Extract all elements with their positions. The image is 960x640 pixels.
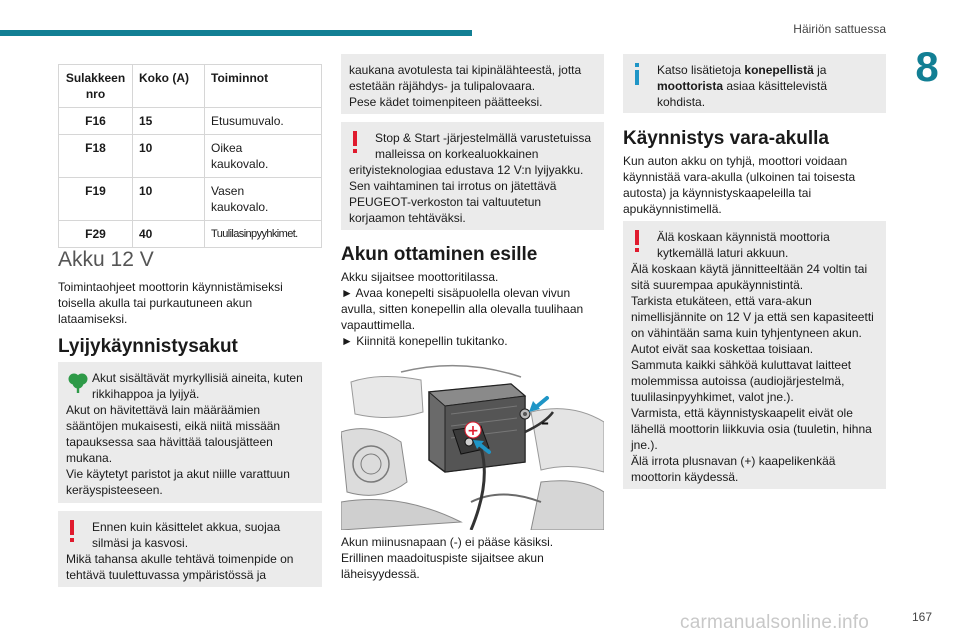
table-row [59,135,322,178]
engine-bay-illustration [341,352,604,530]
fuse-function: Tuulilasinpyyhkimet. [205,221,322,248]
warning-box [58,511,322,587]
chapter-number: 8 [915,43,939,90]
eco-note-box [58,362,322,503]
eco-note-rest: Akut on hävitettävä lain määräämien sääntöjen mukaisesti, eikä niitä missään tapauksessa saa hävittää talousjätteen mukana. Vie käytetyt paristot ja akut niille varattuun keräyspisteeseen. [66,403,290,497]
eco-note-first: Akut sisältävät myrkyllisiä aineita, kuten rikkihappoa ja lyijyä. [92,371,303,401]
battery-intro: Toimintaohjeet moottorin käynnistämiseksi toisella akulla tai purkautuneen akun lataamiseksi. [58,280,283,326]
fuse-number: F16 [59,108,133,135]
stop-start-warning-box [341,122,604,230]
table-row [59,178,322,221]
warning-exclamation-icon [68,520,76,542]
table-row [59,108,322,135]
header-accent-bar [0,30,472,36]
warning-rest: Mikä tahansa akulle tehtävä toimenpide on tehtävä tuulettuvassa ympäristössä ja [66,552,294,582]
fuse-function: Vasen kaukovalo. [205,178,322,221]
table-row [59,221,322,248]
fuse-number: F29 [59,221,133,248]
fuse-table [58,64,322,248]
negative-terminal-note: Akun miinusnapaan (-) ei pääse käsiksi. Erillinen maadoituspiste sijaitsee akun läheisyydessä. [341,535,554,581]
info-text-mid: ja [813,63,827,77]
fuse-number: F19 [59,178,133,221]
watermark: carmanualsonline.info [680,612,870,633]
fuse-size: 40 [133,221,205,248]
fuse-size: 10 [133,178,205,221]
warning-continued-box [341,54,604,114]
info-text [631,62,878,110]
info-text-post: asiaa käsittelevistä kohdista. [657,79,828,109]
info-text-pre: Katso lisätietoja [657,63,745,77]
jump-warning-first: Älä koskaan käynnistä moottoria kytkemällä laturi akkuun. [657,230,830,260]
warning-first: Ennen kuin käsittelet akkua, suojaa silmäsi ja kasvosi. [92,520,281,550]
info-link-engine: moottorista [657,79,723,93]
leaf-icon [67,371,89,393]
fuse-col-size: Koko (A) [133,65,205,108]
fuse-table-header [59,65,322,108]
section-title-battery: Akku 12 V [58,248,154,271]
stop-start-rest: erityisteknologiaa edustava 12 V:n lyijyakku. Sen vaihtaminen tai irrotus on jätettävä PEUGEOT-verkoston tai valtuutetun korjaamon tehtäväksi. [349,163,584,225]
fuse-col-function: Toiminnot [205,65,322,108]
plus-terminal-label: + [467,423,479,439]
fuse-number: F18 [59,135,133,178]
warning-continued-text: kaukana avotulesta tai kipinälähteestä, jotta estetään räjähdys- ja tulipalovaara. Pese kädet toimenpiteen päätteeksi. [349,63,582,109]
warning-exclamation-icon [633,230,641,252]
jump-start-intro: Kun auton akku on tyhjä, moottori voidaan käynnistää vara-akulla (ulkoinen tai toisesta autosta) ja käynnistyskaapeleilla tai apukäynnistimellä. [623,154,856,216]
fuse-function: Etusumuvalo. [205,108,322,135]
section-title-lead-acid: Lyijykäynnistysakut [58,336,238,357]
warning-exclamation-icon [351,131,359,153]
info-box [623,54,886,113]
chapter-title: Häiriön sattuessa [793,22,886,36]
info-icon [633,63,641,85]
section-title-jump-start: Käynnistys vara-akulla [623,128,829,149]
stop-start-first: Stop & Start -järjestelmällä varustetuissa malleissa on korkealuokkainen [375,131,592,161]
fuse-size: 10 [133,135,205,178]
jump-warning-rest: Älä koskaan käytä jännitteeltään 24 voltin tai sitä suurempaa apukäynnistintä. Tarkista etukäteen, että vara-akun nimellisjännite on 12 V ja että sen kapasiteetti on vähintään sama kuin tyhjentyneen akun. Autot eivät saa koskettaa toisiaan. Sammuta kaikki sähköä kuluttavat laitteet molemmissa autoissa (audiojärjestelmä, tuulilasinpyyhkimet, valot jne.). Varmista, että käynnistyskaapelit eivät ole lähellä moottorin liikkuvia osia (tuuletin, hihna jne.). Älä irrota plusnavan (+) kaapelikenkää moottorin käydessä. [631,262,874,484]
minus-terminal-label: – [541,413,549,432]
section-title-access: Akun ottaminen esille [341,244,538,265]
info-link-hood: konepellistä [744,63,814,77]
page-number: 167 [911,610,932,624]
fuse-size: 15 [133,108,205,135]
jump-start-warning-box [623,221,886,489]
fuse-col-number: Sulakkeen nro [59,65,133,108]
access-instructions: Akku sijaitsee moottoritilassa. ► Avaa konepelti sisäpuolella olevan vivun avulla, sitten konepellin alla olevalla tuulihaan vapauttimella. ► Kiinnitä konepellin tukitanko. [341,270,584,348]
fuse-function: Oikea kaukovalo. [205,135,322,178]
